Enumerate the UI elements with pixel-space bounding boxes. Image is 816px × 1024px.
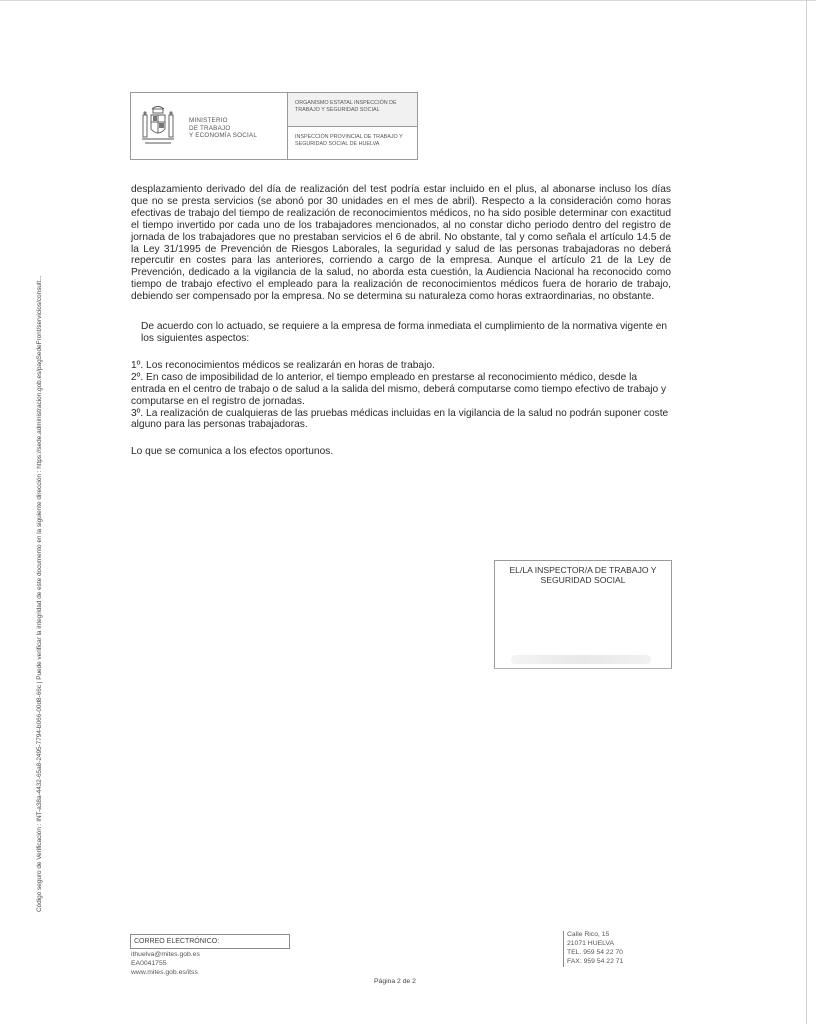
document-body [131, 184, 671, 458]
signature-box [494, 560, 672, 669]
requirement-item-3: 3º. La realización de cualquieras de las pruebas médicas incluidas en la vigilancia de la salud no podrán suponer coste alguno para las personas trabajadoras. [131, 407, 669, 431]
redacted-signature [511, 655, 651, 664]
organism-line-2: TRABAJO Y SEGURIDAD SOCIAL [295, 107, 380, 114]
document-header [130, 92, 418, 160]
address-phone: TEL. 959 54 22 70 [567, 948, 623, 956]
ministry-line-1: MINISTERIO [189, 117, 228, 124]
paragraph-1: desplazamiento derivado del día de realización del test podría estar incluido en el plus, al abonarse incluso los días que no se presta servicios (se abonó por 30 unidades en el mes de abril). Respecto a la consideración como horas efectivas de trabajo del tiempo de realización de reconocimientos médicos, no ha sido posible determinar con exactitud el tiempo invertido por cada uno de los trabajadores mencionados, al no constar dicho periodo dentro del registro de jornada de los trabajadores que no prestaban servicios el 6 de abril. No obstante, tal y como señala el artículo 14.5 de la Ley 31/1995 de Prevención de Riesgos Laborales, la seguridad y salud de las personas trabajadoras no deberá repercutir en costes para las anteriores, corriendo a cargo de la empresa. Aunque el artículo 21 de la Ley de Prevención, dedicado a la vigilancia de la salud, no aborda esta cuestión, la Audiencia Nacional ha reconocido como tiempo de trabajo efectivo el empleado para la realización de reconocimientos médicos fuera de horario de trabajo, debiendo ser compensado por la empresa. No se determina su naturaleza como horas extraordinarias, no obstante. [131, 184, 671, 303]
ministry-name [189, 117, 257, 140]
page-right-edge [806, 0, 807, 1024]
ministry-line-3: Y ECONOMÍA SOCIAL [189, 132, 258, 140]
footer-code: EA0041755 [131, 959, 167, 967]
footer-website[interactable]: www.mites.gob.es/itss [131, 968, 198, 976]
email-label-box: CORREO ELECTRÓNICO: [130, 934, 290, 949]
address-city: 21071 HUELVA [567, 939, 614, 947]
address-street: Calle Rico, 15 [567, 931, 610, 938]
verification-side-text: Código seguro de Verificación : INT-a38a-4432-65a8-2495-7794-b066-00d8-66c | Puede verificar la integridad de este documento en la siguiente dirección : https://sede.administracion.gob.es/pagSedeFront/servicios/consult... [36, 275, 43, 912]
signature-title [495, 561, 671, 586]
signature-line-2: SEGURIDAD SOCIAL [540, 575, 626, 586]
footer-email[interactable]: ithuelva@mites.gob.es [131, 951, 200, 958]
address-fax: FAX: 959 54 22 71 [567, 957, 624, 965]
page-number: Página 2 de 2 [374, 978, 416, 985]
ministry-block [131, 93, 288, 159]
provincial-line-2: SEGURIDAD SOCIAL DE HUELVA [295, 140, 380, 147]
requirement-item-1: 1º. Los reconocimientos médicos se realizarán en horas de trabajo. [131, 359, 435, 371]
organism-block [288, 93, 417, 159]
organism-cell [288, 93, 417, 127]
signature-line-1: EL/LA INSPECTOR/A DE TRABAJO Y [509, 565, 657, 575]
footer-contacts [131, 951, 200, 978]
provincial-line-1: INSPECCIÓN PROVINCIAL DE TRABAJO Y [295, 133, 403, 140]
footer-address [563, 931, 623, 967]
page-top-border [0, 0, 816, 1]
ministry-line-2: DE TRABAJO [189, 124, 231, 132]
coat-of-arms-icon [141, 103, 175, 149]
organism-line-1: ORGANISMO ESTATAL INSPECCIÓN DE [295, 100, 397, 106]
provincial-cell [288, 127, 417, 160]
paragraph-2: De acuerdo con lo actuado, se requiere a la empresa de forma inmediata el cumplimiento de la normativa vigente en los siguientes aspectos: [141, 321, 668, 344]
requirement-item-2: 2º. En caso de imposibilidad de lo anterior, el tiempo empleado en prestarse al reconocimiento médico, desde la entrada en el centro de trabajo o de salud a la salida del mismo, deberá computarse como tiempo efectivo de trabajo y computarse en el registro de jornadas. [131, 371, 667, 407]
closing-sentence: Lo que se comunica a los efectos oportunos. [131, 446, 334, 458]
